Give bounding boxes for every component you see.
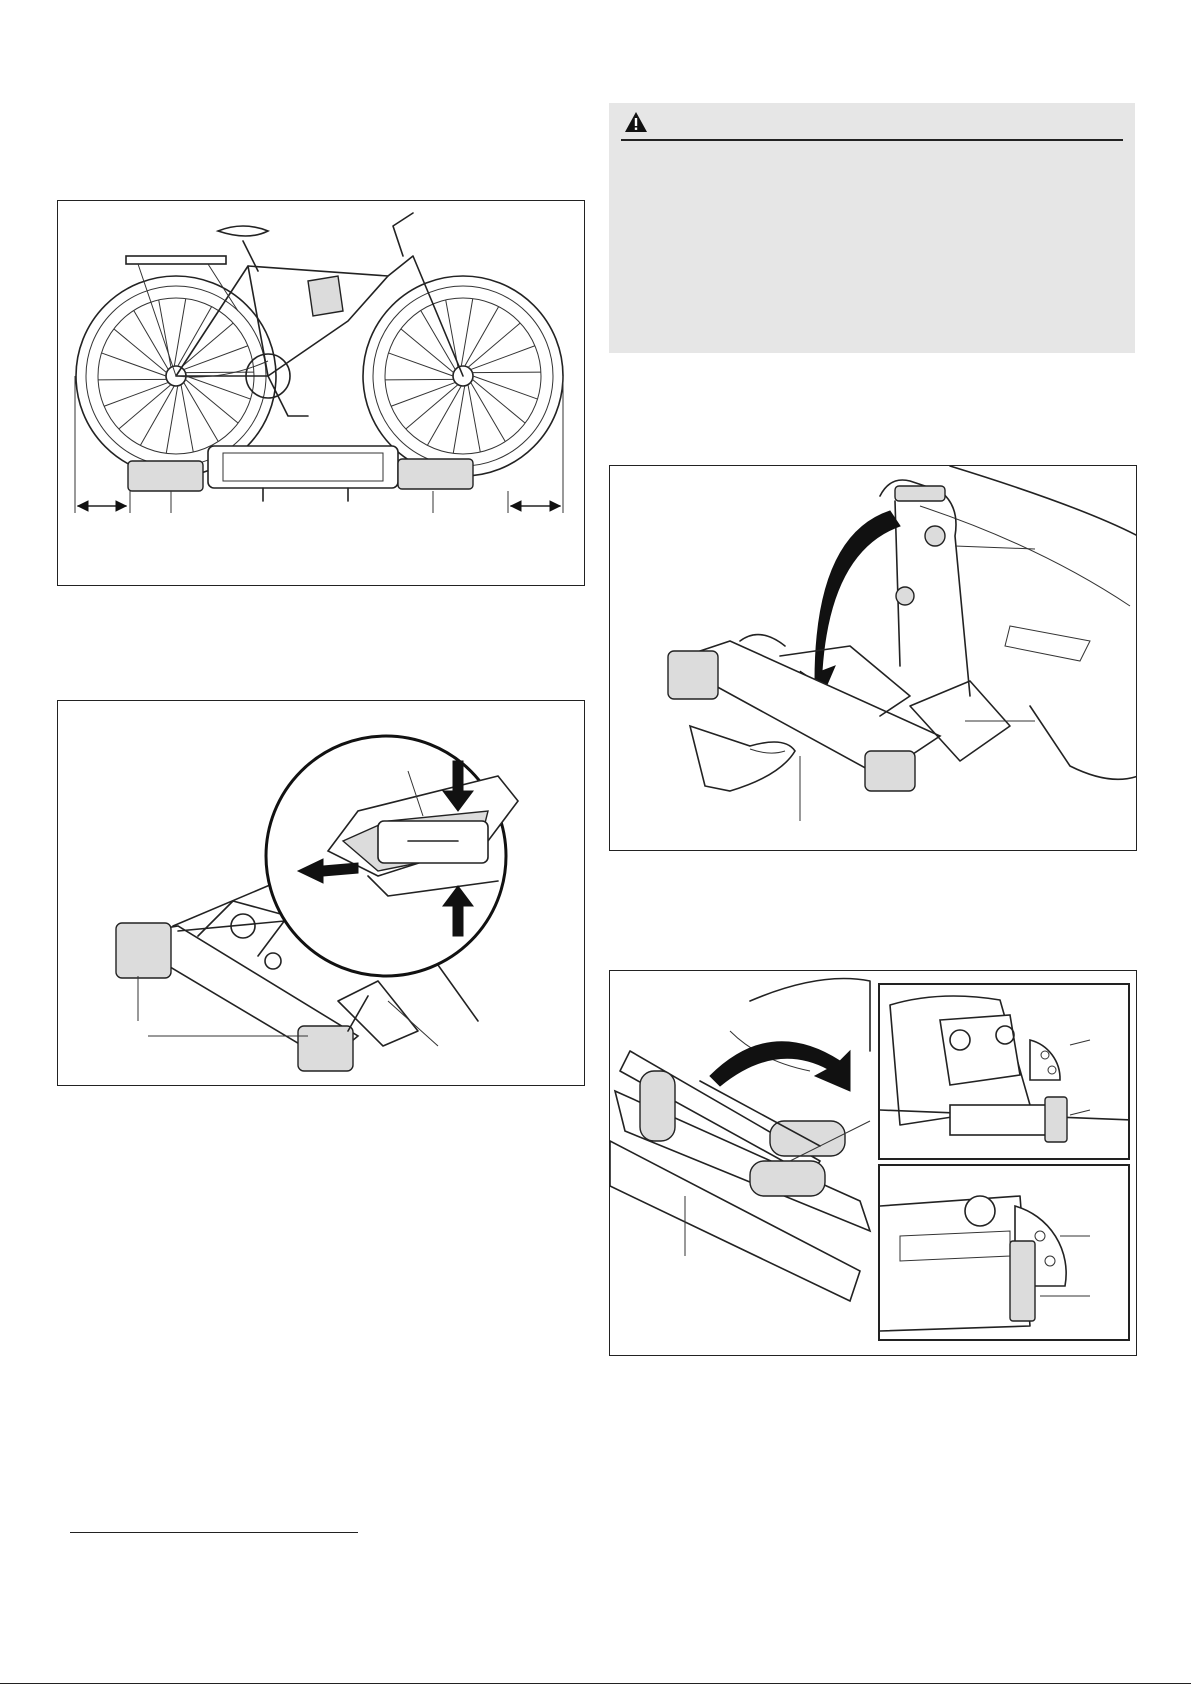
figure-fold-frame-lever bbox=[609, 970, 1137, 1356]
fold-arrow bbox=[710, 1042, 850, 1091]
warning-rule bbox=[621, 139, 1123, 141]
tilt-arrow bbox=[800, 511, 900, 701]
figure-tilt-carrier-frame bbox=[609, 465, 1137, 851]
dimension-marks bbox=[75, 376, 563, 513]
tilt-illustration bbox=[610, 466, 1137, 851]
warning-box bbox=[609, 103, 1135, 353]
carrier-folded bbox=[610, 1051, 870, 1301]
foot bbox=[690, 726, 795, 791]
footnote-rule bbox=[70, 1532, 358, 1533]
detail-inset-lower bbox=[878, 1164, 1130, 1341]
figure-wheel-holder-release bbox=[57, 700, 585, 1086]
bottom-rule bbox=[0, 1683, 1191, 1684]
release-illustration bbox=[58, 701, 585, 1086]
bike-illustration bbox=[58, 201, 585, 586]
zoom-detail bbox=[266, 736, 518, 976]
figure-bike-on-carrier bbox=[57, 200, 585, 586]
detail-inset-upper bbox=[878, 983, 1130, 1160]
car-rear bbox=[920, 466, 1137, 779]
carrier-frame-arch bbox=[880, 480, 970, 696]
warning-triangle-icon bbox=[624, 111, 648, 133]
